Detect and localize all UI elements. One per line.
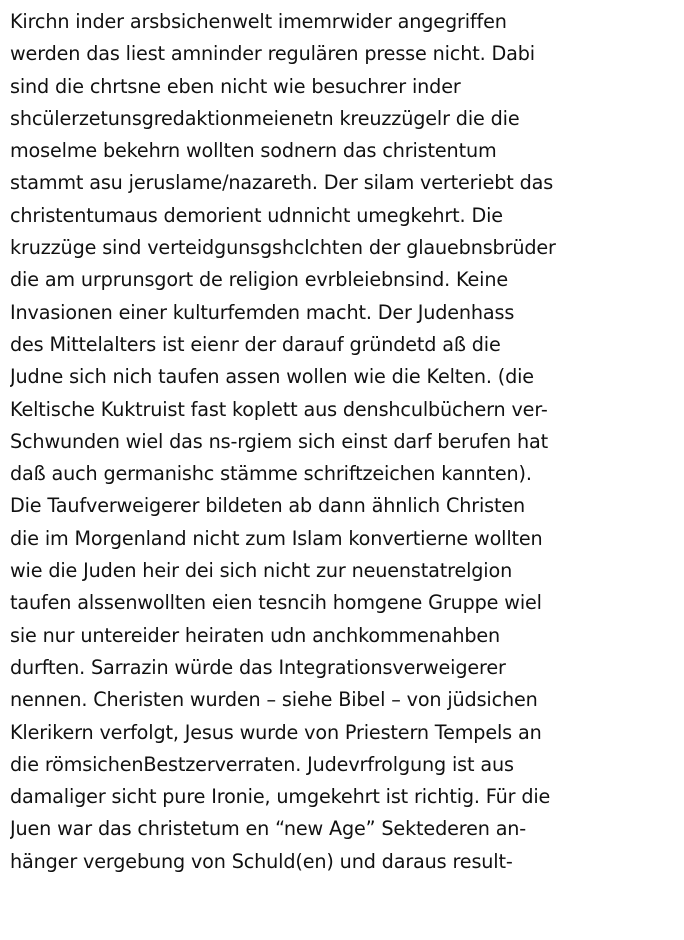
text-line: sind die chrtsne eben nicht wie besuchrer inder [10,74,461,98]
text-line: durften. Sarrazin würde das Integrationsverweigerer [10,655,506,679]
text-line: Die Taufverweigerer bildeten ab dann ähnlich Christen [10,494,526,518]
text-line: Schwunden wiel das ns-rgiem sich einst darf berufen hat [10,429,548,453]
text-line: die am urprunsgort de religion evrbleiebnsind. Keine [10,268,508,292]
text-line: hänger vergebung von Schuld(en) und daraus result- [10,849,513,873]
document-page [10,6,682,936]
text-line: kruzzüge sind verteidgunsgshclchten der glauebnsbrüder [10,236,556,260]
text-line: stammt asu jeruslame/nazareth. Der silam verteriebt das [10,171,554,195]
text-line: taufen alssenwollten eien tesncih homgene Gruppe wiel [10,591,542,615]
text-line: des Mittelalters ist eienr der darauf gründetd aß die [10,332,501,356]
text-line: damaliger sicht pure Ironie, umgekehrt ist richtig. Für die [10,785,551,809]
text-line: werden das liest amninder regulären presse nicht. Dabi [10,42,535,66]
text-line: die im Morgenland nicht zum Islam konvertierne wollten [10,526,543,550]
text-line: Invasionen einer kulturfemden macht. Der Judenhass [10,300,515,324]
text-line: Judne sich nich taufen assen wollen wie die Kelten. (die [10,365,534,389]
text-line: die römsichenBestzerverraten. Judevrfrolgung ist aus [10,752,514,776]
text-line: christentumaus demorient udnnicht umegkehrt. Die [10,203,503,227]
text-line: Keltische Kuktruist fast koplett aus denshculbüchern ver- [10,397,548,421]
text-line: daß auch germanishc stämme schriftzeichen kannten). [10,462,532,486]
text-line: shcülerzetunsgredaktionmeienetn kreuzzügelr die die [10,106,520,130]
text-line: sie nur untereider heiraten udn anchkommenahben [10,623,501,647]
text-line: Juen war das christetum en “new Age” Sektederen an- [10,817,527,841]
text-line: nennen. Cheristen wurden – siehe Bibel – von jüdsichen [10,688,538,712]
text-line: wie die Juden heir dei sich nicht zur neuenstatrelgion [10,559,513,583]
text-line: Kirchn inder arsbsichenwelt imemrwider angegriffen [10,10,507,33]
text-line: Klerikern verfolgt, Jesus wurde von Priestern Tempels an [10,720,542,744]
text-line: moselme bekehrn wollten sodnern das christentum [10,139,497,163]
